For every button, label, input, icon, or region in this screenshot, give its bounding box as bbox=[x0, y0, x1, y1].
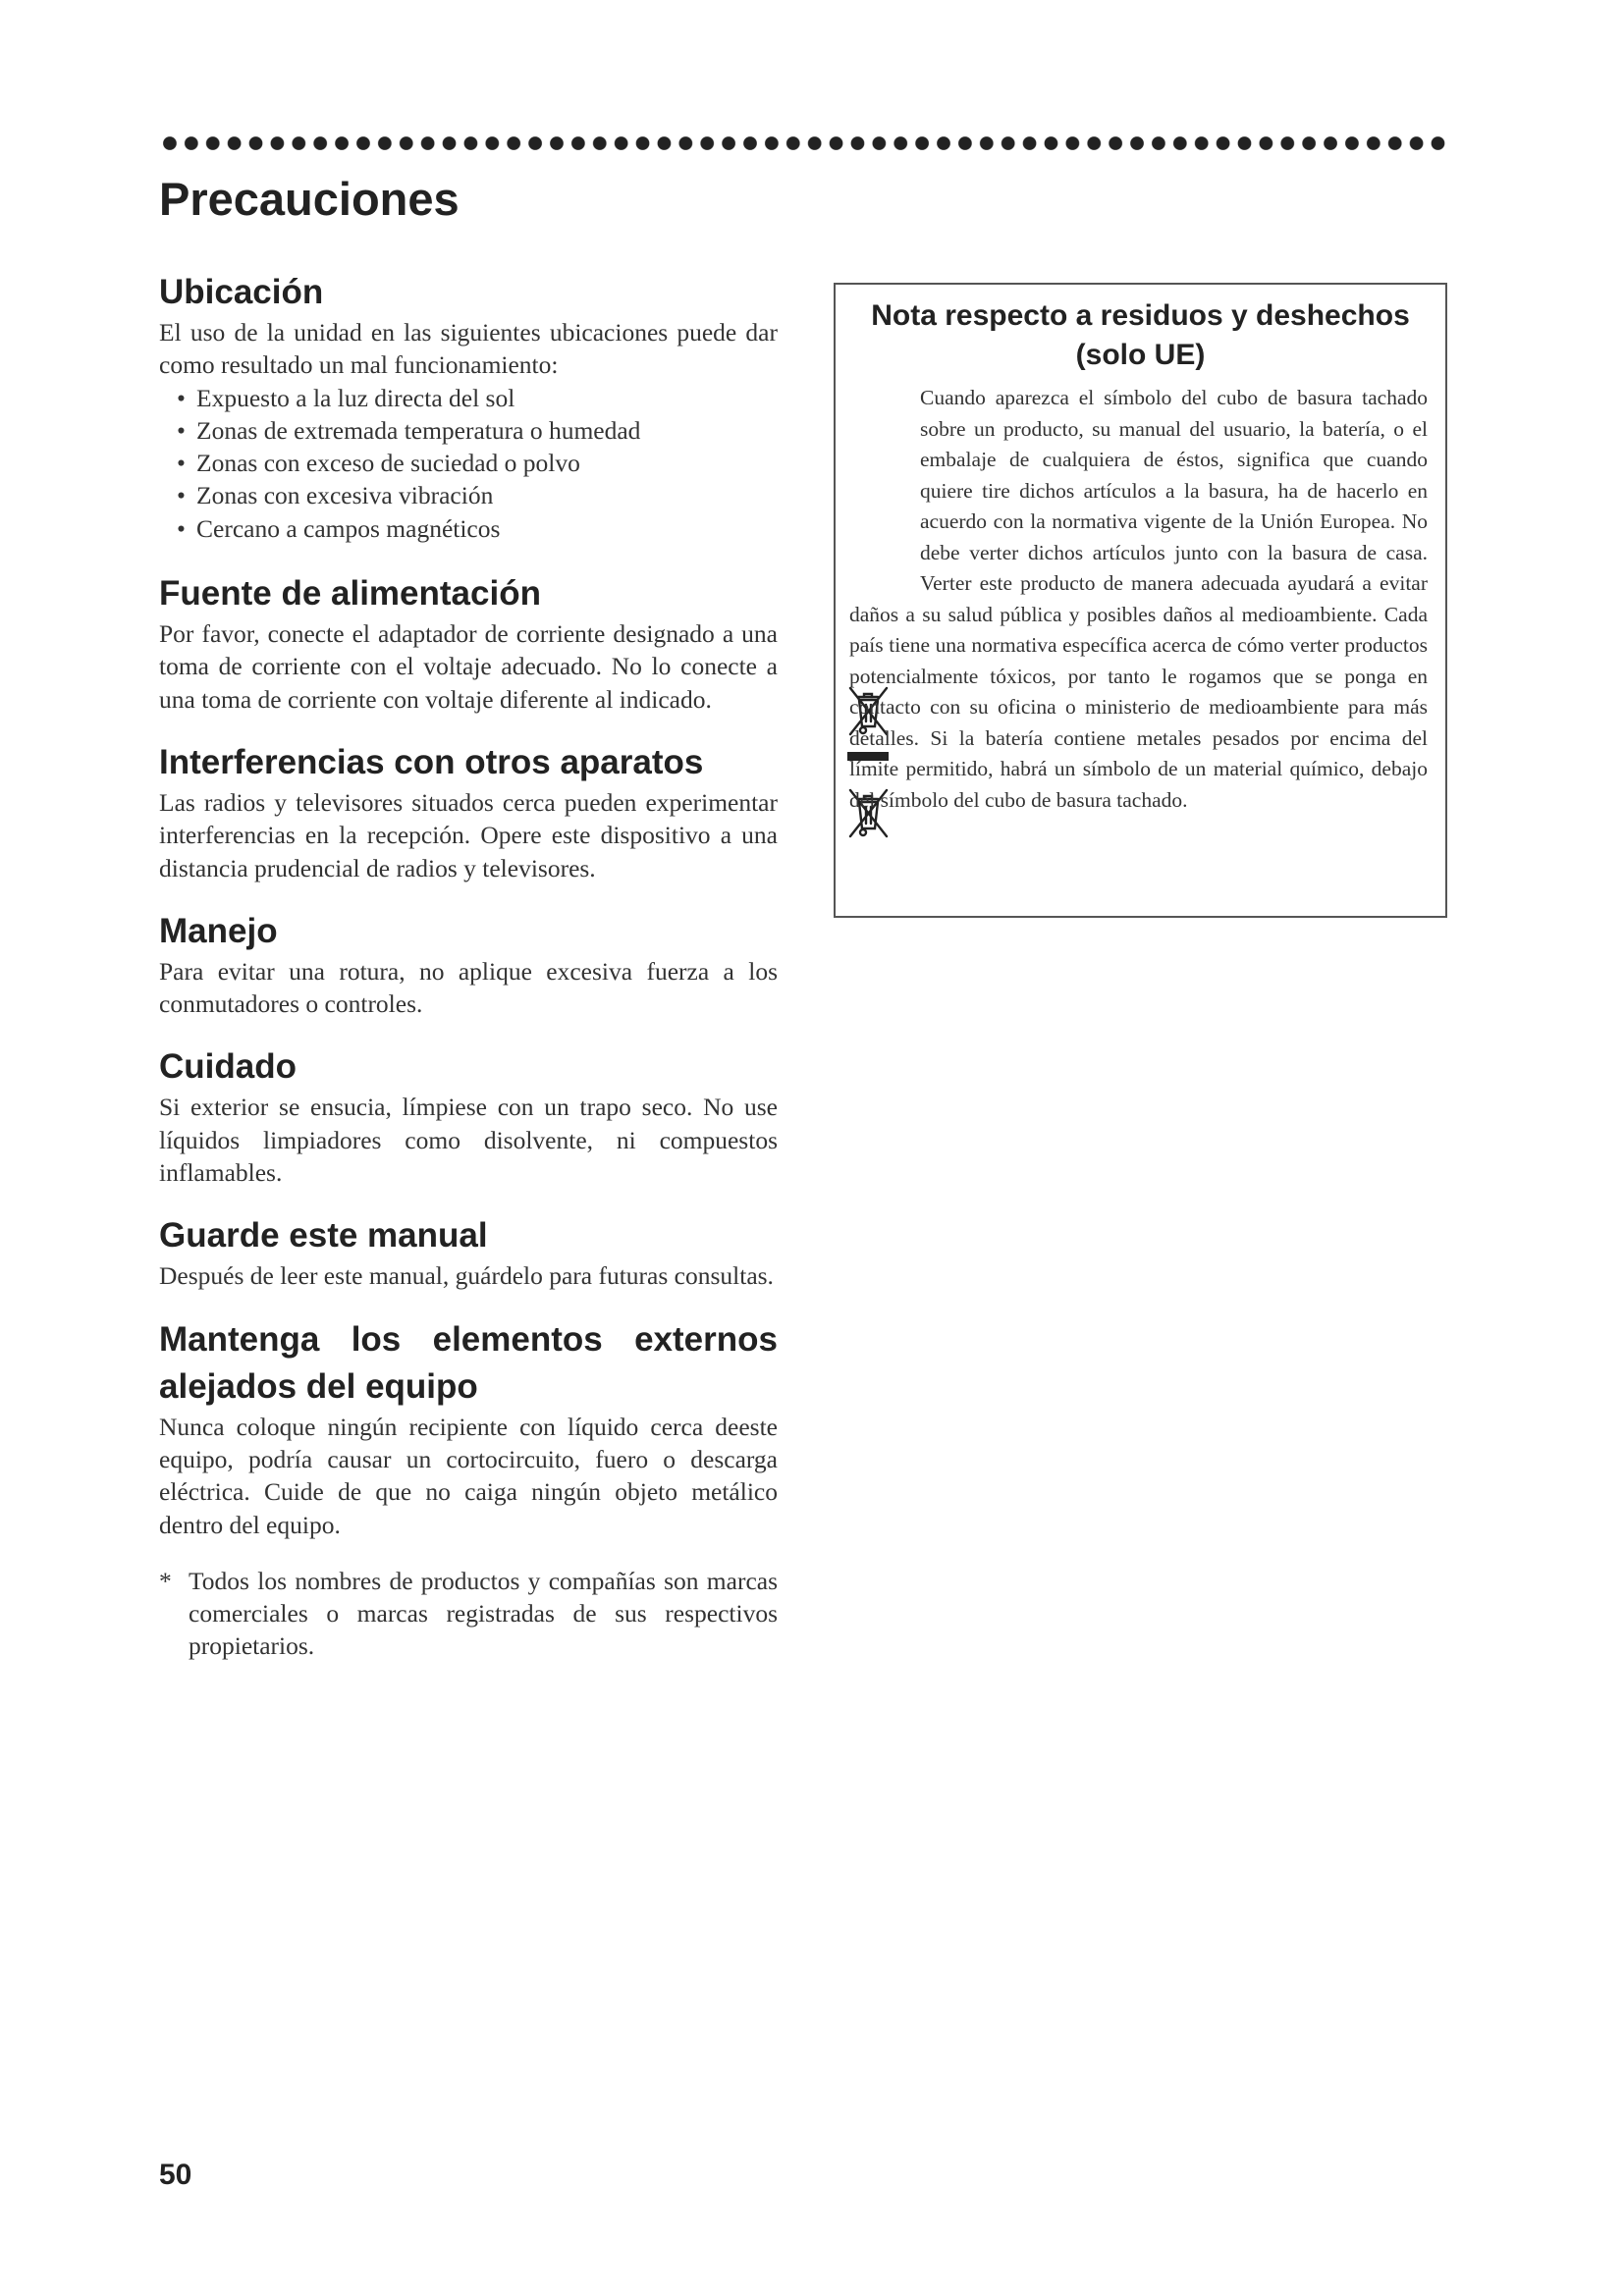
icon-gutter bbox=[849, 383, 920, 579]
section-fuente bbox=[159, 570, 778, 716]
list-item: • Expuesto a la luz directa del sol bbox=[177, 382, 778, 414]
heading-manejo: Manejo bbox=[159, 911, 278, 950]
body-manejo: Para evitar una rotura, no aplique excesiva fuerza a los conmutadores o controles. bbox=[159, 956, 778, 1019]
body-mantenga: Nunca coloque ningún recipiente con líquido cerca deeste equipo, podría causar un cortocircuito, fuero o descarga eléctrica. Cuide de que no caiga ningún objeto metálico dentro del equipo. bbox=[159, 1412, 778, 1539]
section-mantenga bbox=[159, 1316, 778, 1541]
heading-guarde: Guarde este manual bbox=[159, 1216, 488, 1255]
page-number: 50 bbox=[159, 2159, 192, 2191]
section-ubicacion bbox=[159, 269, 778, 545]
body-cuidado: Si exterior se ensucia, límpiese con un trapo seco. No use líquidos limpiadores como disolvente, ni compuestos inflamables. bbox=[159, 1093, 778, 1188]
section-interferencias bbox=[159, 739, 778, 884]
dotted-rule bbox=[159, 135, 1445, 151]
page-title: Precauciones bbox=[159, 173, 460, 225]
waste-note-body bbox=[849, 383, 1428, 816]
heading-interferencias: Interferencias con otros aparatos bbox=[159, 742, 704, 781]
heading-fuente: Fuente de alimentación bbox=[159, 574, 541, 614]
footnote-text: Todos los nombres de productos y compañías son marcas comerciales o marcas registradas de sus respectivos propietarios. bbox=[189, 1566, 778, 1661]
footnote bbox=[159, 1565, 778, 1663]
waste-note-text: Cuando aparezca el símbolo del cubo de basura tachado sobre un producto, su manual del usuario, la batería, o el embalaje de cualquiera de éstos, significa que cuando quiere tire dichos artículos a la basura, ha de hacerlo en acuerdo con la normativa vigente de la Unión Europea. No debe verter dichos artículos junto con la basura de casa. Verter este producto de manera adecuada ayudará a evitar daños a su salud pública y posibles daños al medioambiente. Cada país tiene una normativa específica acerca de cómo verter productos potencialmente tóxicos, por tanto le rogamos que se ponga en contacto con su oficina o ministerio de medioambiente para más detalles. Si la batería contiene metales pesados por encima del límite permitido, habrá un símbolo de un material químico, debajo del símbolo del cubo de basura tachado. bbox=[849, 386, 1428, 812]
heading-mantenga: Mantenga los elementos externos alejados del equipo bbox=[159, 1319, 778, 1406]
list-item: • Zonas con excesiva vibración bbox=[177, 479, 778, 511]
list-item: • Zonas de extremada temperatura o humedad bbox=[177, 414, 778, 447]
left-column bbox=[159, 269, 778, 1663]
body-guarde: Después de leer este manual, guárdelo para futuras consultas. bbox=[159, 1261, 774, 1291]
section-guarde bbox=[159, 1212, 778, 1292]
list-item: • Cercano a campos magnéticos bbox=[177, 512, 778, 545]
heading-cuidado: Cuidado bbox=[159, 1047, 297, 1087]
waste-note-heading: Nota respecto a residuos y deshechos (solo UE) bbox=[871, 299, 1410, 371]
body-fuente: Por favor, conecte el adaptador de corriente designado a una toma de corriente con el voltaje adecuado. No lo conecte a una toma de corriente con voltaje diferente al indicado. bbox=[159, 619, 778, 714]
bullet-list-ubicacion bbox=[159, 382, 778, 545]
section-cuidado bbox=[159, 1043, 778, 1189]
list-item: • Zonas con exceso de suciedad o polvo bbox=[177, 447, 778, 479]
section-manejo bbox=[159, 908, 778, 1021]
waste-disposal-note-box bbox=[834, 283, 1447, 918]
body-interferencias: Las radios y televisores situados cerca pueden experimentar interferencias en la recepción. Opere este dispositivo a una distancia prudencial de radios y televisores. bbox=[159, 787, 778, 882]
heading-ubicacion: Ubicación bbox=[159, 273, 324, 311]
footnote-marker: * bbox=[159, 1566, 172, 1595]
body-ubicacion: El uso de la unidad en las siguientes ubicaciones puede dar como resultado un mal funcionamiento: bbox=[159, 318, 778, 380]
